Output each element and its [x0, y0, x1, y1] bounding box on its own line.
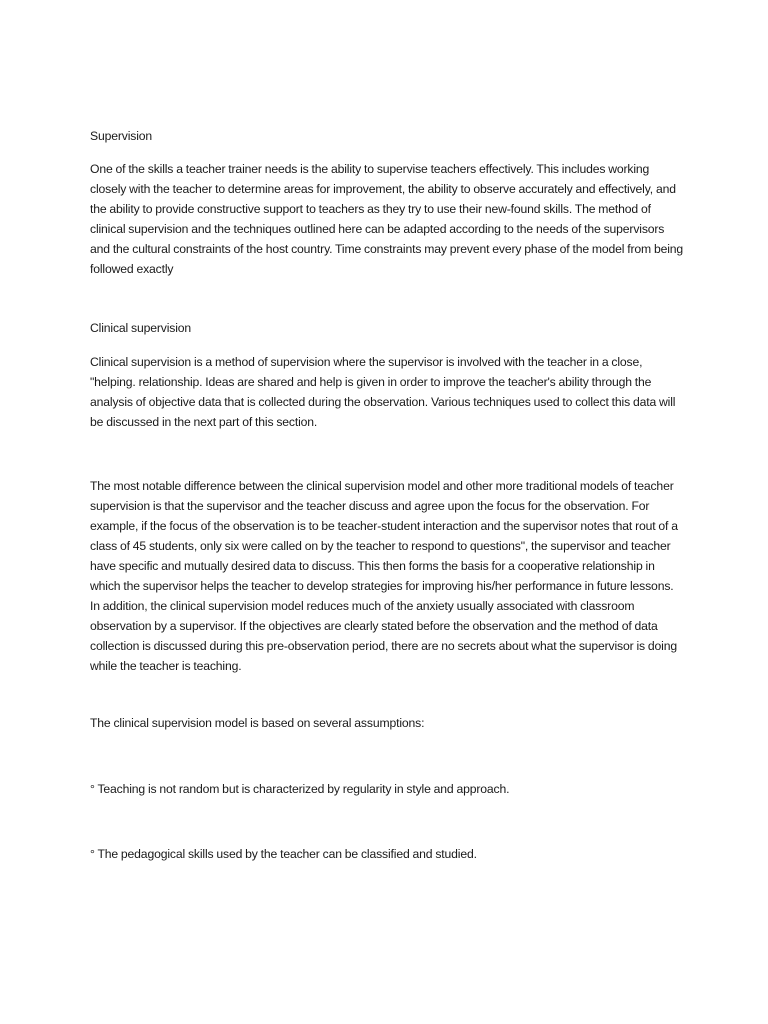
section-heading-supervision: Supervision — [90, 129, 153, 143]
list-item-assumption: ° The pedagogical skills used by the teacher can be classified and studied. — [90, 847, 477, 861]
paragraph-supervision-intro: One of the skills a teacher trainer needs is the ability to supervise teachers effectively. This includes working closely with the teacher to determine areas for improvement, the ability to observe accurately and effectively, and the ability to provide constructive support to teachers as they try to use their new-found skills. The method of clinical supervision and the techniques outlined here can be adapted according to the needs of the supervisors and the cultural constraints of the host country. Time constraints may prevent every phase of the model from being followed exactly — [90, 162, 684, 276]
paragraph-assumptions-intro: The clinical supervision model is based on several assumptions: — [90, 716, 425, 730]
paragraph-notable-difference: The most notable difference between the clinical supervision model and other more traditional models of teacher supervision is that the supervisor and the teacher discuss and agree upon the focus for the observation. For example, if the focus of the observation is to be teacher-student interaction and the supervisor notes that rout of a class of 45 students, only six were called on by the teacher to respond to questions", the supervisor and teacher have specific and mutually desired data to discuss. This then forms the basis for a cooperative relationship in which the supervisor helps the teacher to develop strategies for improving his/her performance in future lessons. In addition, the clinical supervision model reduces much of the anxiety usually associated with classroom observation by a supervisor. If the objectives are clearly stated before the observation and the method of data collection is discussed during this pre-observation period, there are no secrets about what the supervisor is doing while the teacher is teaching. — [90, 479, 678, 673]
paragraph-clinical-definition: Clinical supervision is a method of supervision where the supervisor is involved with the teacher in a close, "helping. relationship. Ideas are shared and help is given in order to improve the teacher's ability through the analysis of objective data that is collected during the observation. Various techniques used to collect this data will be discussed in the next part of this section. — [90, 355, 676, 429]
list-item-assumption: ° Teaching is not random but is characterized by regularity in style and approach. — [90, 782, 510, 796]
section-heading-clinical-supervision: Clinical supervision — [90, 321, 192, 335]
